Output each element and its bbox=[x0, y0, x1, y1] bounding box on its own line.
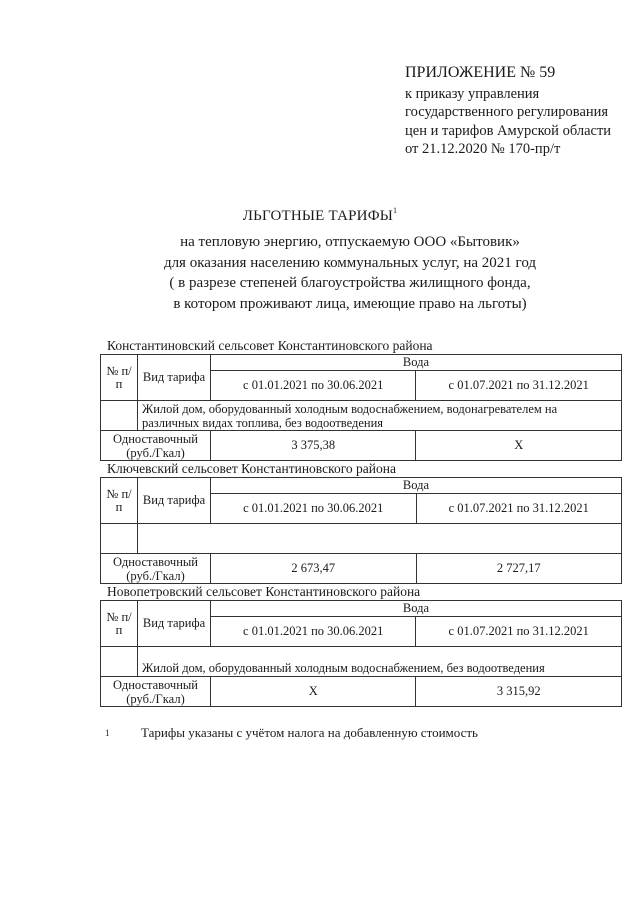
value-period-2: 2 727,17 bbox=[416, 554, 622, 584]
col-kind-header: Вид тарифа bbox=[138, 601, 211, 647]
appendix-line: от 21.12.2020 № 170-пр/т bbox=[405, 141, 561, 157]
period-1-header: с 01.01.2021 по 30.06.2021 bbox=[211, 494, 417, 524]
title-footnote-mark: 1 bbox=[393, 206, 398, 215]
empty-cell bbox=[101, 524, 138, 554]
section-title: Ключевский сельсовет Константиновского района bbox=[107, 461, 396, 476]
subtitle-line: ( в разрезе степеней благоустройства жилищного фонда, bbox=[169, 275, 531, 291]
empty-cell bbox=[101, 401, 138, 431]
subtitle-line: для оказания населению коммунальных услуг, на 2021 год bbox=[163, 254, 537, 271]
document-subtitle bbox=[0, 232, 640, 314]
row-label: Одноставочный (руб./Гкал) bbox=[101, 431, 211, 461]
section-title: Новопетровский сельсовет Константиновского района bbox=[107, 584, 421, 599]
period-1-header: с 01.01.2021 по 30.06.2021 bbox=[211, 617, 416, 647]
tariff-table bbox=[100, 600, 622, 707]
row-label: Одноставочный (руб./Гкал) bbox=[101, 554, 211, 584]
appendix-line: цен и тарифов Амурской области bbox=[405, 122, 612, 139]
appendix-line: к приказу управления bbox=[405, 85, 540, 102]
section-title: Константиновский сельсовет Константиновского района bbox=[107, 338, 433, 353]
tariff-table bbox=[100, 477, 622, 584]
empty-cell bbox=[101, 647, 138, 677]
period-2-header: с 01.07.2021 по 31.12.2021 bbox=[416, 371, 622, 401]
footnote-mark: 1 bbox=[105, 728, 110, 738]
period-1-header: с 01.01.2021 по 30.06.2021 bbox=[211, 371, 416, 401]
group-header: Вода bbox=[211, 601, 622, 617]
description-cell: Жилой дом, оборудованный холодным водоснабжением, водонагревателем на различных видах топлива, без водоотведения bbox=[138, 401, 622, 431]
footnote-text: Тарифы указаны с учётом налога на добавленную стоимость bbox=[141, 725, 478, 740]
col-kind-header: Вид тарифа bbox=[138, 478, 211, 524]
row-label: Одноставочный (руб./Гкал) bbox=[101, 677, 211, 707]
col-number-header: № п/п bbox=[101, 601, 138, 647]
appendix-line: государственного регулирования bbox=[405, 104, 609, 120]
group-header: Вода bbox=[211, 355, 622, 371]
group-header: Вода bbox=[211, 478, 622, 494]
tariff-table bbox=[100, 354, 622, 461]
value-period-1: 2 673,47 bbox=[211, 554, 417, 584]
value-period-1: 3 375,38 bbox=[211, 431, 416, 461]
col-number-header: № п/п bbox=[101, 478, 138, 524]
appendix-heading: ПРИЛОЖЕНИЕ № 59 bbox=[405, 64, 556, 81]
value-period-1: Х bbox=[211, 677, 416, 707]
period-2-header: с 01.07.2021 по 31.12.2021 bbox=[416, 617, 622, 647]
subtitle-line: на тепловую энергию, отпускаемую ООО «Бытовик» bbox=[180, 234, 520, 250]
title-text: ЛЬГОТНЫЕ ТАРИФЫ bbox=[242, 208, 394, 224]
subtitle-line: в котором проживают лица, имеющие право на льготы) bbox=[173, 295, 527, 312]
value-period-2: Х bbox=[416, 431, 622, 461]
value-period-2: 3 315,92 bbox=[416, 677, 622, 707]
appendix-header bbox=[405, 64, 611, 159]
col-kind-header: Вид тарифа bbox=[138, 355, 211, 401]
col-number-header: № п/п bbox=[101, 355, 138, 401]
period-2-header: с 01.07.2021 по 31.12.2021 bbox=[416, 494, 622, 524]
description-cell bbox=[138, 524, 622, 554]
description-cell: Жилой дом, оборудованный холодным водоснабжением, без водоотведения bbox=[138, 647, 622, 677]
document-title bbox=[0, 206, 640, 225]
